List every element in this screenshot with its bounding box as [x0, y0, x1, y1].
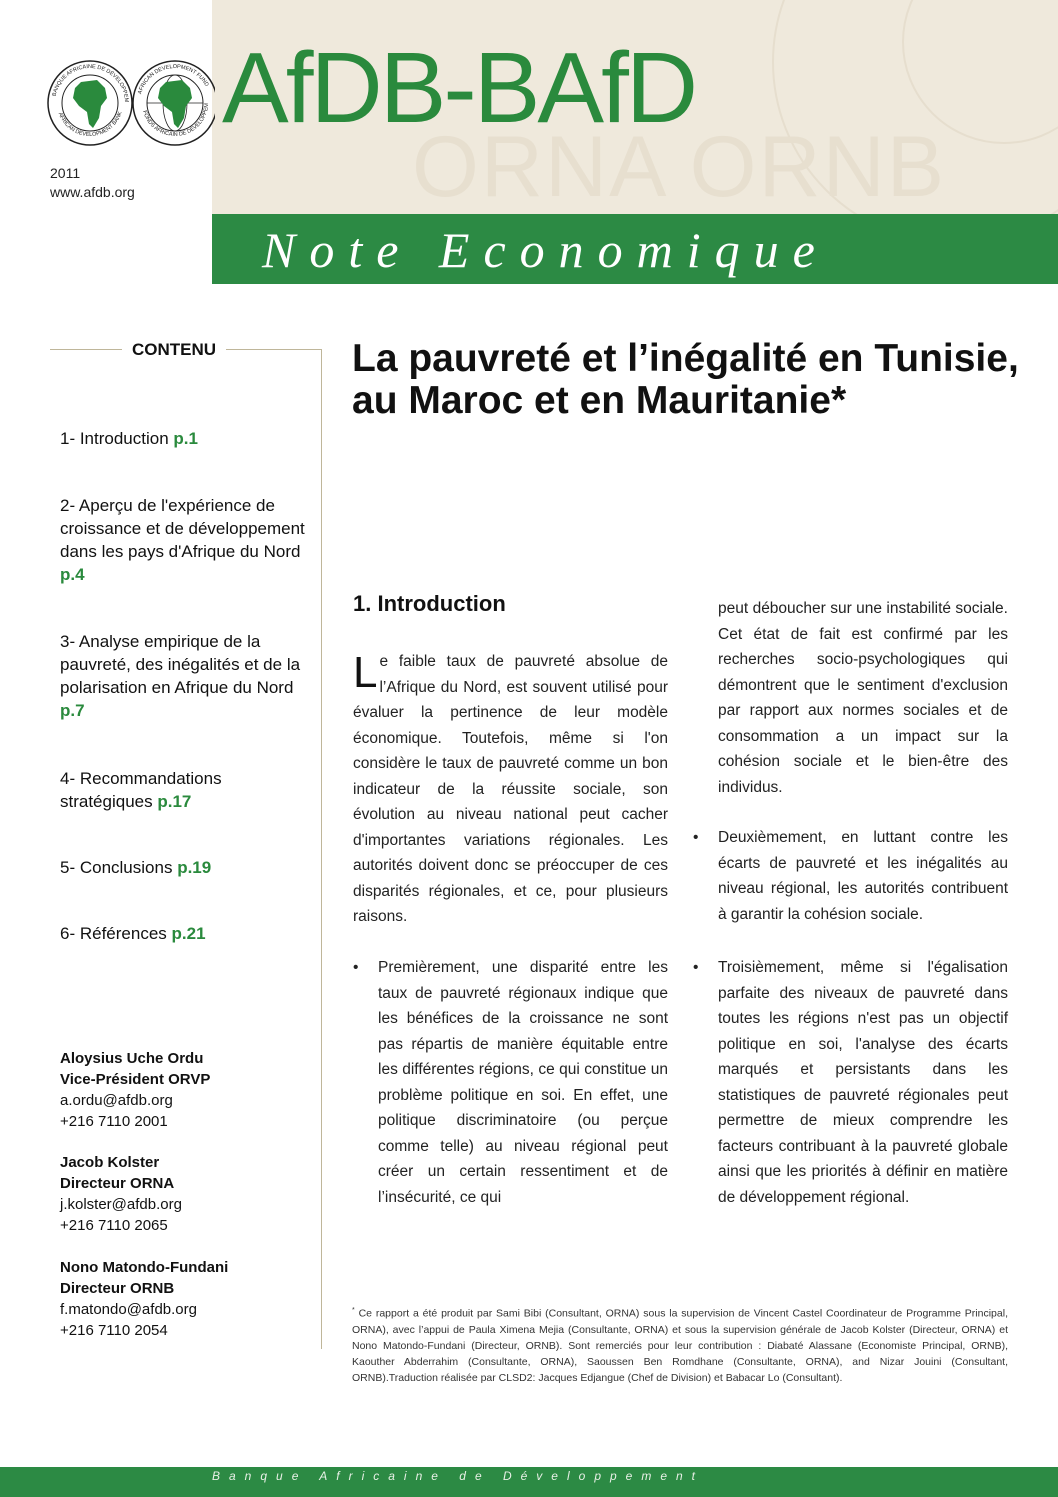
toc-item-label: 5- Conclusions: [60, 858, 173, 877]
contact-role: Vice-Président ORVP: [60, 1071, 211, 1088]
footnote: [352, 1303, 1008, 1386]
brand-wordmark: AfDB-BAfD: [222, 32, 696, 144]
contact-email[interactable]: j.kolster@afdb.org: [60, 1196, 182, 1213]
svg-text:FONDS AFRICAIN DE DÉVELOPPEMEN: FONDS AFRICAIN DE DÉVELOPPEM: [141, 102, 211, 139]
note-title: Note Economique: [262, 222, 829, 278]
svg-text:AFRICAN DEVELOPMENT FUND: AFRICAN DEVELOPMENT FUND: [137, 63, 210, 95]
bullet-mark: •: [693, 829, 699, 846]
toc-item[interactable]: [60, 630, 318, 722]
footnote-mark: *: [352, 1307, 355, 1314]
section-heading: 1. Introduction: [353, 591, 506, 616]
toc-item-page: p.1: [173, 429, 198, 448]
toc-item-label: 6- Références: [60, 924, 167, 943]
contact-name: Nono Matondo-Fundani: [60, 1259, 229, 1276]
contact-role: Directeur ORNA: [60, 1175, 175, 1192]
bullet-text: Troisièmement, même si l'égalisation parfaite des niveaux de pauvreté dans toutes les régions n'est pas un objectif politique en soi, l'analyse des écarts marqués et persistants dans les statistiques de pauvreté régionales peut permettre de mieux comprendre les facteurs contribuant à la pauvreté globale ainsi que les priorités à définir en matière de développement régional.: [718, 959, 1008, 1206]
contact-card: [60, 1048, 320, 1132]
contact-email[interactable]: f.matondo@afdb.org: [60, 1301, 197, 1318]
toc-item-page: p.7: [60, 701, 85, 720]
bullet-mark: •: [353, 959, 359, 976]
intro-paragraph: [353, 649, 668, 930]
intro-text: e faible taux de pauvreté absolue de l’Afrique du Nord, est souvent utilisé pour évaluer la pertinence de leur modèle économique. Toutefois, même si l'on considère le taux de pauvreté comme un bon indicateur de la réussite sociale, son évolution au niveau national peut cacher d'importantes variations régionales. Les autorités doivent donc se préoccuper de ces disparités régionales, et ce, pour plusieurs raisons.: [353, 653, 668, 925]
website-url[interactable]: www.afdb.org: [50, 184, 135, 200]
bullet-item: [693, 825, 1008, 927]
contact-name: Aloysius Uche Ordu: [60, 1050, 204, 1067]
toc-item-label: 4- Recommandations stratégiques: [60, 769, 222, 811]
svg-text:BANQUE AFRICAINE DE DÉVELOPPEM: BANQUE AFRICAINE DE DÉVELOPPEM: [51, 63, 130, 103]
toc-item-label: 1- Introduction: [60, 429, 169, 448]
contact-role: Directeur ORNB: [60, 1280, 175, 1297]
sidebar-divider: [321, 349, 322, 1349]
footnote-text: Ce rapport a été produit par Sami Bibi (Consultant, ORNA) sous la supervision de Vincent Castel Coordinateur de Programme Principal, ORNA), avec l’appui de Paula Ximena Mejia (Consultante, ORNA) et sous la supervision générale de Jacob Kolster (Directeur, ORNA) et Nono Matondo-Fundani (Directeur, ORNB). Sont remerciés pour leur contribution : Diabaté Alassane (Economiste Principal, ORNB), Kaouther Abderrahim (Consultante, ORNA), Saoussen Ben Romdhane (Consultante, ORNA), and Nizar Jouini (Consultant, ORNB).Traduction réalisée par CLSD2: Jacques Edjangue (Chef de Division) et Babacar Lo (Consultant).: [352, 1307, 1008, 1384]
footer-text: Banque Africaine de Développement: [212, 1469, 705, 1483]
toc-item[interactable]: [60, 856, 318, 879]
article-title: La pauvreté et l’inégalité en Tunisie, au Maroc et en Mauritanie*: [352, 337, 1019, 423]
toc-item[interactable]: [60, 922, 318, 945]
contents-heading: CONTENU: [122, 340, 226, 360]
contact-phone: +216 7110 2065: [60, 1217, 168, 1234]
afdb-logos: [45, 58, 215, 148]
bullet-item: [353, 955, 668, 1210]
toc-item-page: p.17: [157, 792, 192, 811]
contact-email[interactable]: a.ordu@afdb.org: [60, 1092, 173, 1109]
watermark-text: ORNA ORNB: [412, 119, 947, 214]
bullet-text: Premièrement, une disparité entre les taux de pauvreté régionaux indique que les bénéfices de la croissance ne sont pas répartis de manière équitable entre les différentes régions, ce qui constitue un problème politique en soi. En effet, une politique discriminatoire (ou perçue comme telle) au niveau régional peut créer un certain ressentiment et de l’insécurité, ce qui: [378, 959, 668, 1206]
toc-item[interactable]: [60, 427, 318, 450]
bullet-text: Deuxièmement, en luttant contre les écarts de pauvreté et les inégalités au niveau régional, les autorités contribuent à garantir la cohésion sociale.: [718, 829, 1008, 923]
bullet-mark: •: [693, 959, 699, 976]
contact-card: [60, 1257, 320, 1341]
toc-item[interactable]: [60, 494, 318, 586]
drop-cap: L: [353, 648, 378, 697]
toc-item-label: 3- Analyse empirique de la pauvreté, des inégalités et de la polarisation en Afrique du Nord: [60, 632, 301, 697]
contact-name: Jacob Kolster: [60, 1154, 160, 1171]
toc-item-page: p.21: [171, 924, 206, 943]
toc-item-page: p.19: [177, 858, 212, 877]
column-continuation: peut déboucher sur une instabilité sociale. Cet état de fait est confirmé par les recherches socio-psychologiques qui démontrent que le sentiment d'exclusion par rapport aux normes sociales et de consommation a un impact sur la cohésion sociale et le bien-être des individus.: [718, 600, 1008, 796]
toc-item-label: 2- Aperçu de l'expérience de croissance et de développement dans les pays d'Afrique du Nord: [60, 496, 305, 561]
toc-item[interactable]: [60, 767, 270, 813]
contact-phone: +216 7110 2001: [60, 1113, 168, 1130]
toc-item-page: p.4: [60, 565, 85, 584]
bullet-item: [693, 955, 1008, 1210]
publication-year: 2011: [50, 165, 81, 181]
svg-text:AFRICAN DEVELOPMENT BANK: AFRICAN DEVELOPMENT BANK: [56, 110, 124, 139]
afdb-bank-logo: [45, 58, 132, 145]
contact-card: [60, 1152, 320, 1236]
contact-phone: +216 7110 2054: [60, 1322, 168, 1339]
